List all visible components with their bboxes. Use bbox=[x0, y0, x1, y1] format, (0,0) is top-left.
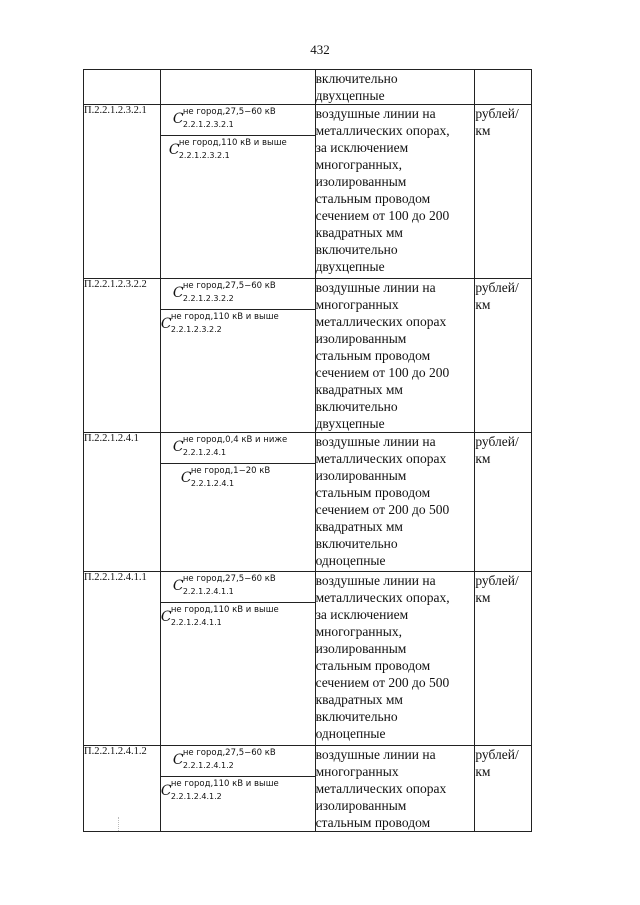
description-line: воздушные линии на bbox=[315, 434, 436, 449]
description-line: изолированным bbox=[315, 331, 407, 346]
description-line: квадратных мм bbox=[315, 692, 403, 707]
formula-subscript: 2.2.1.2.4.1.2 bbox=[182, 761, 234, 770]
description-line: изолированным bbox=[315, 468, 407, 483]
formula-symbol: C bbox=[172, 439, 184, 455]
description-line: многогранных, bbox=[315, 157, 402, 172]
formula-subscript: 2.2.1.2.4.1.1 bbox=[170, 618, 222, 627]
formula-superscript: не город,110 кВ и выше bbox=[170, 779, 279, 789]
description-line: включительно bbox=[315, 536, 398, 551]
code-cell: П.2.2.1.2.4.1.2 bbox=[84, 746, 161, 832]
formula-subscript: 2.2.1.2.4.1 bbox=[190, 479, 235, 488]
description-line: включительно bbox=[315, 71, 398, 86]
unit-cell: рублей/км bbox=[475, 105, 532, 279]
formula-symbol: C bbox=[160, 783, 172, 799]
formula-cell bbox=[160, 70, 315, 105]
formula-symbol: C bbox=[160, 609, 172, 625]
table-row bbox=[84, 572, 532, 746]
formula-cell bbox=[160, 433, 315, 572]
formula-superscript: не город,1−20 кВ bbox=[190, 466, 271, 476]
formula-symbol: C bbox=[172, 111, 184, 127]
description-cell bbox=[315, 279, 475, 433]
description-line: двухцепные bbox=[315, 416, 385, 431]
unit-cell: рублей/км bbox=[475, 279, 532, 433]
description-line: воздушные линии на bbox=[315, 280, 436, 295]
unit-cell: рублей/км bbox=[475, 433, 532, 572]
tariff-formula bbox=[161, 463, 315, 494]
description-line: сечением от 200 до 500 bbox=[315, 502, 450, 517]
formula-cell bbox=[160, 279, 315, 433]
description-line: металлических опорах bbox=[315, 451, 447, 466]
description-line: стальным проводом bbox=[315, 815, 431, 830]
formula-subscript: 2.2.1.2.3.2.2 bbox=[170, 325, 222, 334]
description-line: стальным проводом bbox=[315, 191, 431, 206]
description-line: за исключением bbox=[315, 607, 409, 622]
formula-superscript: не город,27,5−60 кВ bbox=[182, 574, 276, 584]
formula-symbol: C bbox=[172, 752, 184, 768]
description-line: сечением от 200 до 500 bbox=[315, 675, 450, 690]
description-line: включительно bbox=[315, 242, 398, 257]
description-line: одноцепные bbox=[315, 726, 386, 741]
description-line: металлических опорах bbox=[315, 314, 447, 329]
unit-cell: рублей/км bbox=[475, 746, 532, 832]
tariff-table bbox=[83, 69, 532, 832]
description-line: двухцепные bbox=[315, 88, 385, 103]
tariff-formula bbox=[161, 746, 315, 776]
formula-cell bbox=[160, 572, 315, 746]
description-line: квадратных мм bbox=[315, 519, 403, 534]
description-line: воздушные линии на bbox=[315, 747, 436, 762]
description-cell bbox=[315, 70, 475, 105]
description-line: двухцепные bbox=[315, 259, 385, 274]
unit-cell bbox=[475, 70, 532, 105]
formula-superscript: не город,27,5−60 кВ bbox=[182, 281, 276, 291]
formula-subscript: 2.2.1.2.3.2.1 bbox=[182, 120, 234, 129]
description-line: изолированным bbox=[315, 174, 407, 189]
description-line: воздушные линии на bbox=[315, 106, 436, 121]
description-line: включительно bbox=[315, 399, 398, 414]
description-line: стальным проводом bbox=[315, 485, 431, 500]
tariff-formula bbox=[161, 602, 315, 633]
tariff-formula bbox=[161, 776, 315, 807]
table-row bbox=[84, 279, 532, 433]
tariff-formula bbox=[161, 309, 315, 340]
description-line: изолированным bbox=[315, 641, 407, 656]
table-row bbox=[84, 746, 532, 832]
description-line: изолированным bbox=[315, 798, 407, 813]
unit-cell: рублей/км bbox=[475, 572, 532, 746]
formula-superscript: не город,0,4 кВ и ниже bbox=[182, 435, 288, 445]
code-cell: П.2.2.1.2.4.1.1 bbox=[84, 572, 161, 746]
description-line: сечением от 100 до 200 bbox=[315, 208, 450, 223]
code-cell bbox=[84, 70, 161, 105]
description-line: воздушные линии на bbox=[315, 573, 436, 588]
description-line: квадратных мм bbox=[315, 382, 403, 397]
description-line: сечением от 100 до 200 bbox=[315, 365, 450, 380]
tariff-formula bbox=[161, 572, 315, 602]
description-cell bbox=[315, 746, 475, 832]
page-number: 432 bbox=[310, 42, 330, 57]
description-cell bbox=[315, 433, 475, 572]
formula-subscript: 2.2.1.2.3.2.2 bbox=[182, 294, 234, 303]
tariff-formula bbox=[161, 135, 315, 166]
tariff-formula bbox=[161, 279, 315, 309]
formula-symbol: C bbox=[172, 578, 184, 594]
description-line: многогранных bbox=[315, 297, 399, 312]
formula-superscript: не город,110 кВ и выше bbox=[178, 138, 287, 148]
description-line: многогранных bbox=[315, 764, 399, 779]
formula-subscript: 2.2.1.2.4.1.2 bbox=[170, 792, 222, 801]
tariff-formula bbox=[161, 433, 315, 463]
description-line: квадратных мм bbox=[315, 225, 403, 240]
table-row bbox=[84, 105, 532, 279]
formula-subscript: 2.2.1.2.4.1 bbox=[182, 448, 227, 457]
formula-cell bbox=[160, 105, 315, 279]
table-row bbox=[84, 433, 532, 572]
description-line: металлических опорах, bbox=[315, 123, 450, 138]
formula-superscript: не город,110 кВ и выше bbox=[170, 605, 279, 615]
description-line: многогранных, bbox=[315, 624, 402, 639]
description-line: металлических опорах, bbox=[315, 590, 450, 605]
code-cell: П.2.2.1.2.3.2.1 bbox=[84, 105, 161, 279]
formula-symbol: C bbox=[168, 142, 180, 158]
tariff-formula bbox=[161, 105, 315, 135]
scan-artifact bbox=[118, 817, 129, 831]
formula-subscript: 2.2.1.2.3.2.1 bbox=[178, 151, 230, 160]
code-cell: П.2.2.1.2.3.2.2 bbox=[84, 279, 161, 433]
formula-cell bbox=[160, 746, 315, 832]
formula-superscript: не город,27,5−60 кВ bbox=[182, 748, 276, 758]
formula-symbol: C bbox=[180, 470, 192, 486]
description-cell bbox=[315, 572, 475, 746]
description-line: за исключением bbox=[315, 140, 409, 155]
description-cell bbox=[315, 105, 475, 279]
table-row bbox=[84, 70, 532, 105]
formula-symbol: C bbox=[172, 285, 184, 301]
formula-symbol: C bbox=[160, 316, 172, 332]
description-line: стальным проводом bbox=[315, 348, 431, 363]
formula-subscript: 2.2.1.2.4.1.1 bbox=[182, 587, 234, 596]
description-line: одноцепные bbox=[315, 553, 386, 568]
formula-superscript: не город,110 кВ и выше bbox=[170, 312, 279, 322]
description-line: стальным проводом bbox=[315, 658, 431, 673]
description-line: металлических опорах bbox=[315, 781, 447, 796]
formula-superscript: не город,27,5−60 кВ bbox=[182, 107, 276, 117]
description-line: включительно bbox=[315, 709, 398, 724]
code-cell: П.2.2.1.2.4.1 bbox=[84, 433, 161, 572]
